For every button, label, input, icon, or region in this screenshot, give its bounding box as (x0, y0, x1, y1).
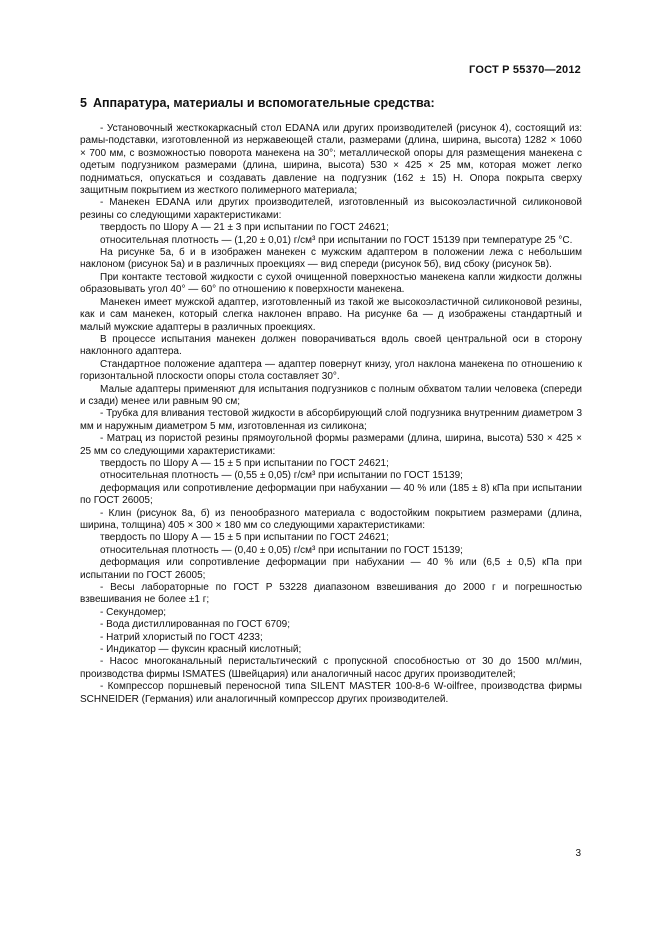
paragraph: - Секундомер; (100, 606, 167, 618)
paragraph: - Вода дистиллированная по ГОСТ 6709; (100, 619, 291, 631)
paragraph: - Клин (рисунок 8а, б) из пенообразного материала с водостойким покрытием размерами (длина, ширина, толщина) 405 × 300 × 180 мм со следующими характеристиками: (80, 507, 582, 531)
paragraph: В процессе испытания манекен должен поворачиваться вдоль своей центральной оси в сторону наклонного адаптера. (80, 333, 582, 358)
section-number: 5 (80, 96, 87, 110)
section-heading (80, 96, 435, 110)
section-title: Аппаратура, материалы и вспомогательные средства (92, 96, 431, 110)
paragraph: - Индикатор — фуксин красный кислотный; (100, 644, 302, 656)
paragraph: относительная плотность — (0,40 ± 0,05) г/см³ при испытании по ГОСТ 15139; (100, 544, 463, 556)
paragraph: - Весы лабораторные по ГОСТ Р 53228 диапазоном взвешивания до 2000 г и погрешностью взвешивания не более ±1 г; (80, 582, 582, 606)
paragraph: твердость по Шору А — 15 ± 5 при испытании по ГОСТ 24621; (100, 532, 389, 544)
paragraph: относительная плотность — (1,20 ± 0,01) г/см³ при испытании по ГОСТ 15139 при температуре 25 °С. (100, 234, 573, 246)
paragraph: твердость по Шору А — 21 ± 3 при испытании по ГОСТ 24621; (100, 222, 389, 234)
paragraph: - Установочный жесткокаркасный стол EDANA или других производителей (рисунок 4), состоящий из: рамы-подставки, изготовленной из нержавеющей стали, размерами (длина, ширина, высота) 1282 × 1060 × 700 мм, с возможностью поворота манекена на 30°; металлической опоры для размещения манекена с одетым подгузником размерами (длина, ширина, высота) 530 × 425 × 25 мм, которая может легко подниматься, опускаться и создавать давление на подгузник (162 ± 15) Н. Опора покрыта сверху защитным покрытием из жесткого полимерного материала; (80, 123, 582, 197)
paragraph: твердость по Шору А — 15 ± 5 при испытании по ГОСТ 24621; (100, 457, 389, 469)
paragraph: На рисунке 5а, б и в изображен манекен с мужским адаптером в положении лежа с небольшим наклоном (рисунок 5а) и в различных проекциях — вид спереди (рисунок 5б), вид сбоку (рисунок 5в). (80, 247, 582, 271)
document-header-standard: ГОСТ Р 55370—2012 (469, 64, 581, 76)
paragraph: - Насос многоканальный перистальтический с пропускной способностью от 30 до 1500 мл/мин, производства фирмы ISMATES (Швейцария) или аналогичный насос других производителей; (80, 656, 582, 680)
paragraph: - Матрац из пористой резины прямоугольной формы размерами (длина, ширина, высота) 530 × 425 × 25 мм со следующими характеристиками: (80, 433, 582, 457)
paragraph: деформация или сопротивление деформации при набухании — 40 % или (6,5 ± 0,5) кПа при испытании по ГОСТ 26005; (80, 557, 582, 581)
paragraph: относительная плотность — (0,55 ± 0,05) г/см³ при испытании по ГОСТ 15139; (100, 470, 463, 482)
paragraph: - Манекен EDANA или других производителей, изготовленный из высокоэластичной силиконовой резины со следующими характеристиками: (80, 197, 582, 221)
paragraph: деформация или сопротивление деформации при набухании — 40 % или (185 ± 8) кПа при испытании по ГОСТ 26005; (80, 482, 582, 507)
paragraph: - Компрессор поршневый переносной типа SILENT MASTER 100-8-6 W-oilfree, производства фирмы SCHNEIDER (Германия) или аналогичный компрессор других производителей. (80, 681, 582, 705)
section-title-suffix: : (430, 96, 435, 110)
paragraph: Стандартное положение адаптера — адаптер повернут книзу, угол наклона манекена по отношению к горизонтальной плоскости опоры стола составляет 30°. (80, 358, 582, 383)
paragraph: - Трубка для вливания тестовой жидкости в абсорбирующий слой подгузника внутренним диаметром 3 мм и наружным диаметром 5 мм, изготовленная из силикона; (80, 408, 582, 432)
page-number: 3 (575, 848, 581, 859)
paragraph: При контакте тестовой жидкости с сухой очищенной поверхностью манекена капли жидкости должны образовывать угол 40° — 60° по отношению к поверхности манекена. (80, 271, 582, 296)
paragraph: - Натрий хлористый по ГОСТ 4233; (100, 631, 263, 643)
paragraph: Малые адаптеры применяют для испытания подгузников с полным обхватом талии человека (спереди и сзади) менее или равным 90 см; (80, 383, 582, 407)
section-body (80, 123, 582, 706)
paragraph: Манекен имеет мужской адаптер, изготовленный из такой же высокоэластичной силиконовой резины, как и сам манекен, который слегка наклонен вправо. На рисунке 6а — д изображены стандартный и малый мужские адаптеры в различных проекциях. (80, 296, 582, 333)
